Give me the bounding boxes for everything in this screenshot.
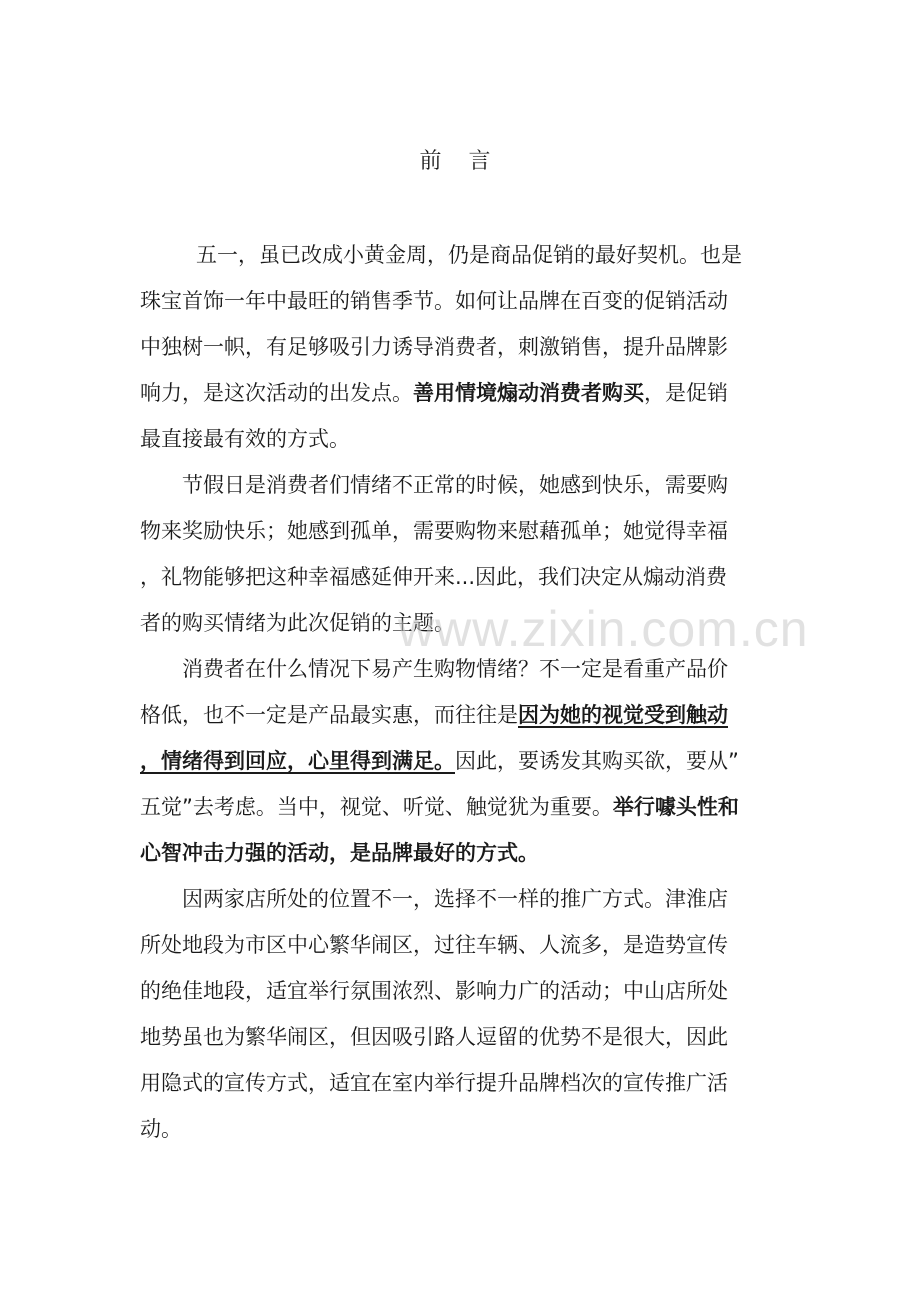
paragraph-intro: [140, 232, 780, 462]
text-line: [140, 830, 780, 876]
text-line: [140, 692, 780, 738]
emphasized-text: 举行噱头性和: [612, 795, 739, 819]
emphasized-text: 因为她的视觉受到触动: [518, 703, 728, 727]
emphasized-text: 善用情境煽动消费者购买: [413, 381, 644, 405]
text-line: [140, 508, 780, 554]
text-line: [140, 324, 780, 370]
text-segment: 中独树一帜，有足够吸引力诱导消费者，刺激销售，提升品牌影: [140, 335, 728, 359]
text-segment: 地势虽也为繁华闹区，但因吸引路人逗留的优势不是很大，因此: [140, 1025, 728, 1049]
text-segment: 动。: [140, 1117, 182, 1141]
paragraph-consumer-senses: [140, 646, 780, 876]
text-line: [140, 968, 780, 1014]
text-segment: 珠宝首饰一年中最旺的销售季节。如何让品牌在百变的促销活动: [140, 289, 728, 313]
text-line: [140, 462, 780, 508]
document-body: [140, 232, 780, 1152]
text-segment: 用隐式的宣传方式，适宜在室内举行提升品牌档次的宣传推广活: [140, 1071, 728, 1095]
text-line: [140, 1060, 780, 1106]
text-line: [140, 876, 780, 922]
text-segment: 响力，是这次活动的出发点。: [140, 381, 413, 405]
text-segment: ，礼物能够把这种幸福感延伸开来...因此，我们决定从煽动消费: [140, 565, 728, 589]
text-segment: 者的购买情绪为此次促销的主题。: [140, 611, 455, 635]
text-line: [140, 600, 780, 646]
text-line: [140, 1106, 780, 1152]
text-line: [140, 554, 780, 600]
text-line: [140, 370, 780, 416]
page-title: 前 言: [419, 149, 501, 174]
text-segment: 物来奖励快乐；她感到孤单，需要购物来慰藉孤单；她觉得幸福: [140, 519, 728, 543]
text-segment: 因此，要诱发其购买欲，要从”: [455, 749, 739, 773]
emphasized-text: ，情绪得到回应，心里得到满足。: [140, 749, 455, 773]
text-segment: 消费者在什么情况下易产生购物情绪？不一定是看重产品价: [182, 657, 728, 681]
text-segment: 五一，虽已改成小黄金周，仍是商品促销的最好契机。也是: [196, 243, 742, 267]
emphasized-text: 心智冲击力强的活动，是品牌最好的方式。: [140, 841, 539, 865]
text-segment: ，是促销: [644, 381, 728, 405]
text-segment: 因两家店所处的位置不一，选择不一样的推广方式。津淮店: [182, 887, 728, 911]
text-line: [140, 738, 780, 784]
text-line: [140, 784, 780, 830]
paragraph-store-locations: [140, 876, 780, 1152]
text-segment: 的绝佳地段，适宜举行氛围浓烈、影响力广的活动；中山店所处: [140, 979, 728, 1003]
text-line: [140, 646, 780, 692]
text-line: [140, 232, 780, 278]
text-line: [140, 416, 780, 462]
text-segment: 最直接最有效的方式。: [140, 427, 350, 451]
watermark-text: www.zixin.com.cn: [398, 601, 809, 657]
text-segment: 节假日是消费者们情绪不正常的时候，她感到快乐，需要购: [182, 473, 728, 497]
text-line: [140, 922, 780, 968]
text-segment: 所处地段为市区中心繁华闹区，过往车辆、人流多，是造势宣传: [140, 933, 728, 957]
text-segment: 五觉”去考虑。当中，视觉、听觉、触觉犹为重要。: [140, 795, 613, 819]
text-line: [140, 278, 780, 324]
paragraph-holiday-emotion: [140, 462, 780, 646]
text-segment: 格低，也不一定是产品最实惠，而往往是: [140, 703, 518, 727]
text-line: [140, 1014, 780, 1060]
